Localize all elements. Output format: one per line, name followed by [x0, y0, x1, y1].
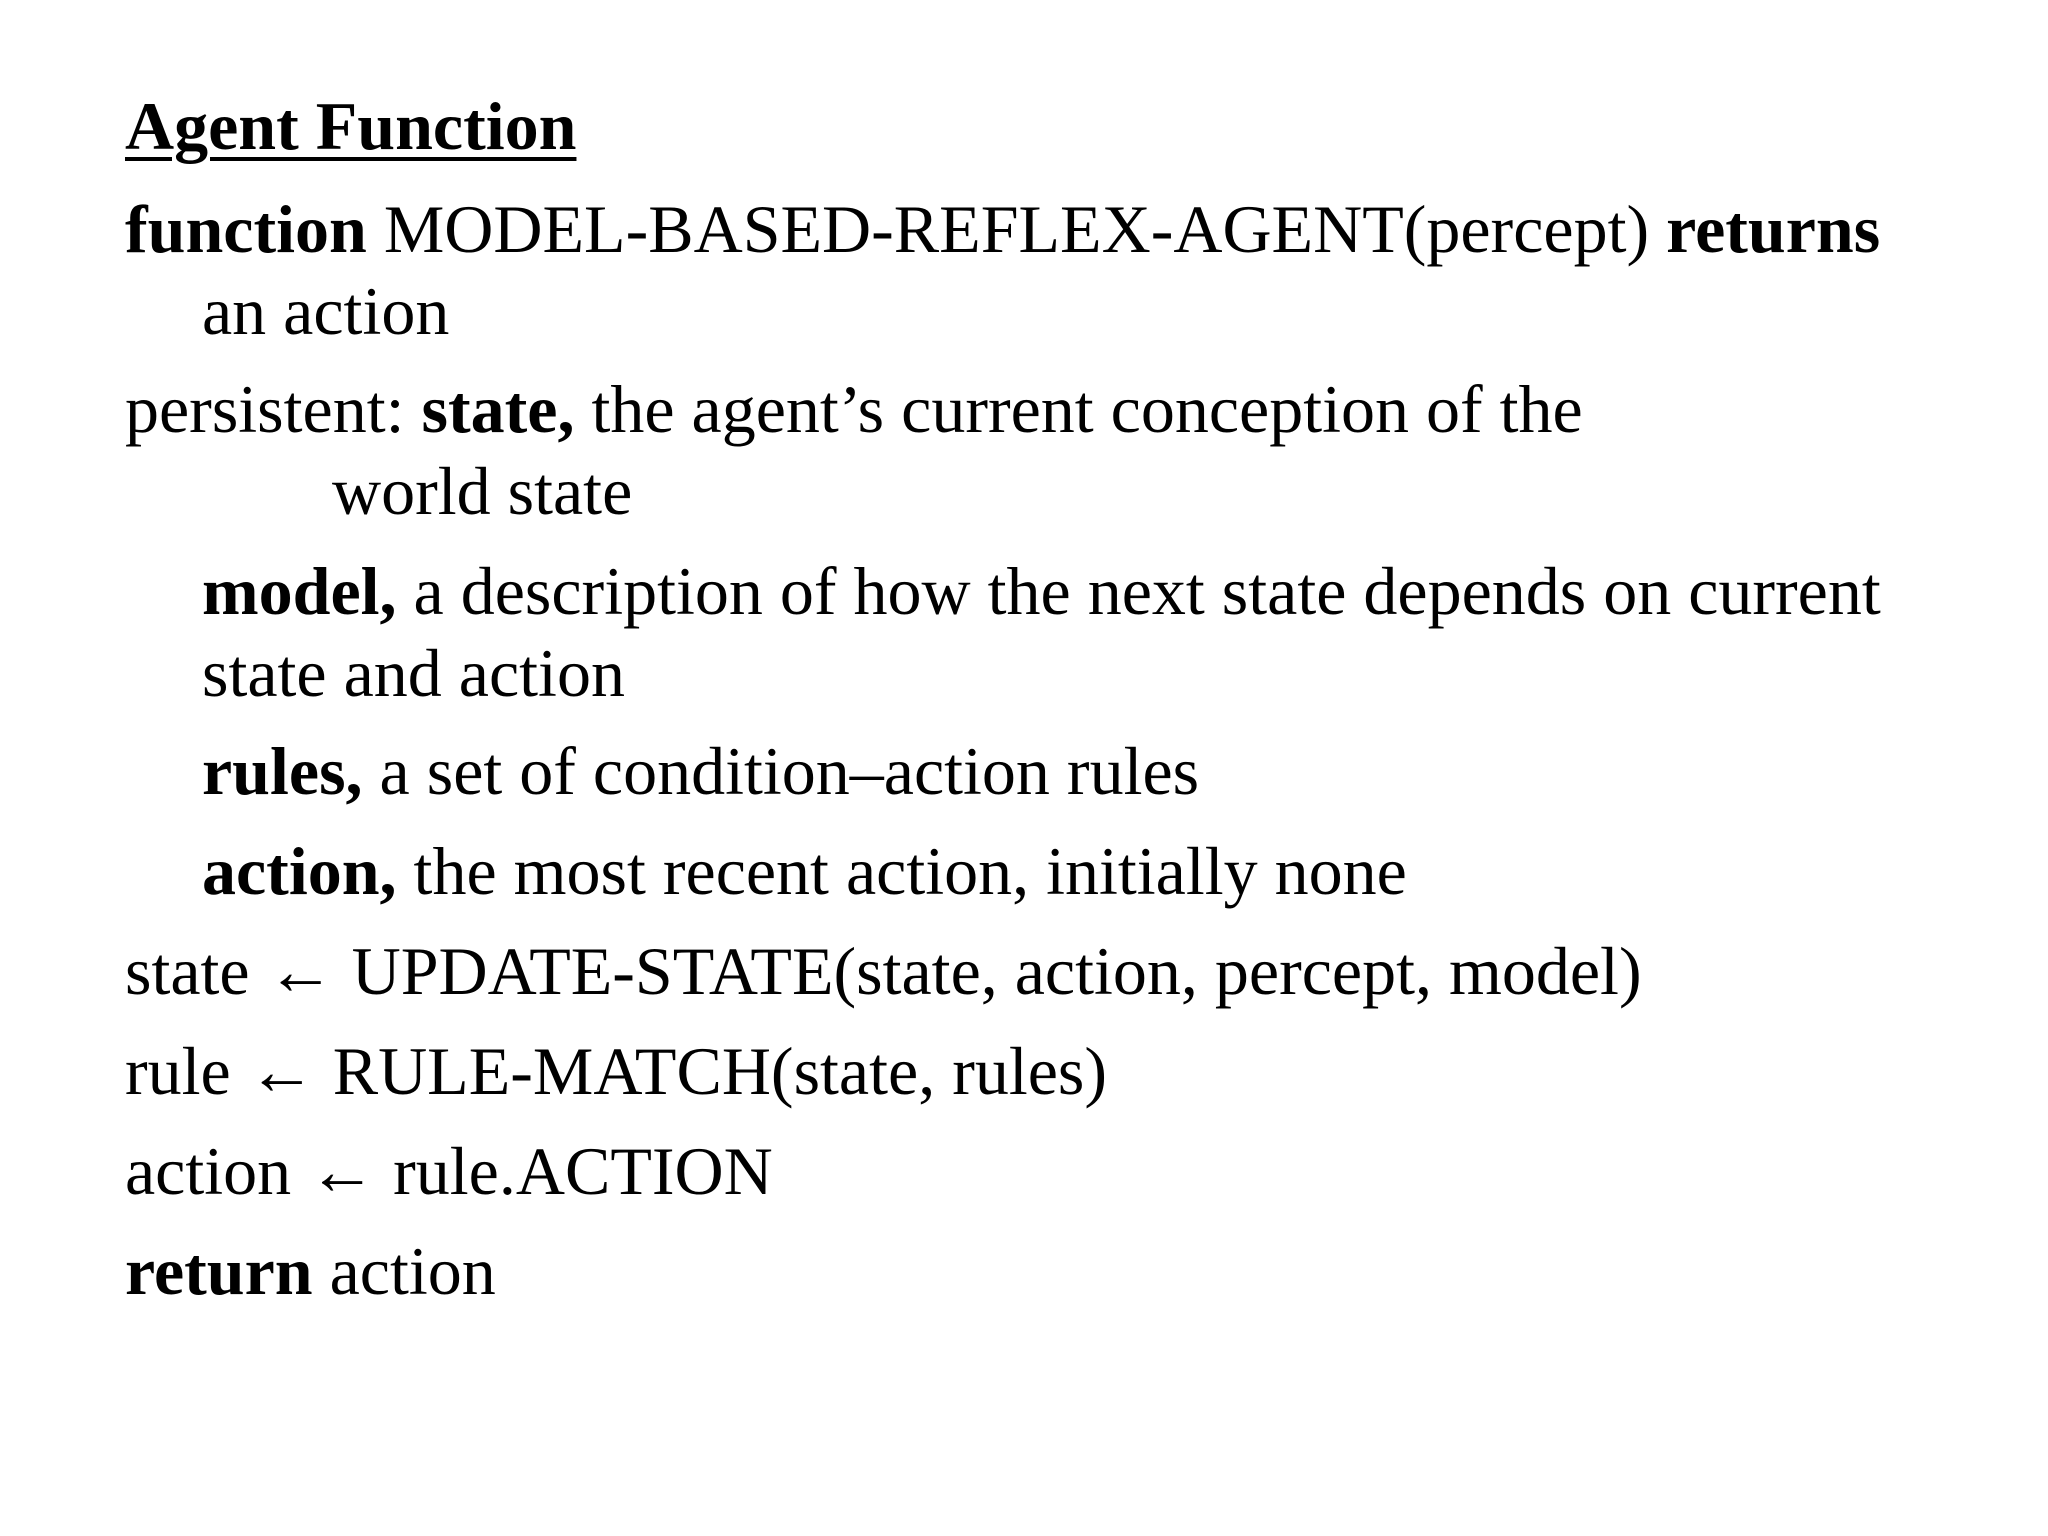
persistent-label: persistent:	[125, 371, 405, 447]
persistent-action-line	[202, 833, 1407, 909]
function-return-type: an action	[202, 273, 450, 349]
slide-title: Agent Function	[125, 88, 577, 164]
function-signature-line	[125, 191, 1881, 267]
function-keyword: function	[125, 191, 367, 267]
model-variable-description: a description of how the next state depends on current	[413, 553, 1881, 629]
function-signature: MODEL-BASED-REFLEX-AGENT(percept)	[383, 191, 1650, 267]
action-assign-statement: action ← rule.ACTION	[125, 1133, 773, 1209]
state-variable-description-continued: world state	[332, 453, 633, 529]
model-variable-name: model,	[202, 553, 397, 629]
return-keyword: return	[125, 1233, 313, 1309]
persistent-rules-line	[202, 733, 1200, 809]
return-value: action	[329, 1233, 496, 1309]
action-variable-description: the most recent action, initially none	[413, 833, 1407, 909]
rules-variable-name: rules,	[202, 733, 363, 809]
persistent-state-line	[125, 371, 1583, 447]
update-state-statement: state ← UPDATE-STATE(state, action, percept, model)	[125, 933, 1642, 1009]
state-variable-description: the agent’s current conception of the	[591, 371, 1583, 447]
state-variable-name: state,	[421, 371, 575, 447]
persistent-model-line	[202, 553, 1881, 629]
model-variable-description-continued: state and action	[202, 635, 625, 711]
action-variable-name: action,	[202, 833, 397, 909]
returns-keyword: returns	[1666, 191, 1881, 267]
rule-match-statement: rule ← RULE-MATCH(state, rules)	[125, 1033, 1108, 1109]
rules-variable-description: a set of condition–action rules	[379, 733, 1200, 809]
return-statement	[125, 1233, 496, 1309]
